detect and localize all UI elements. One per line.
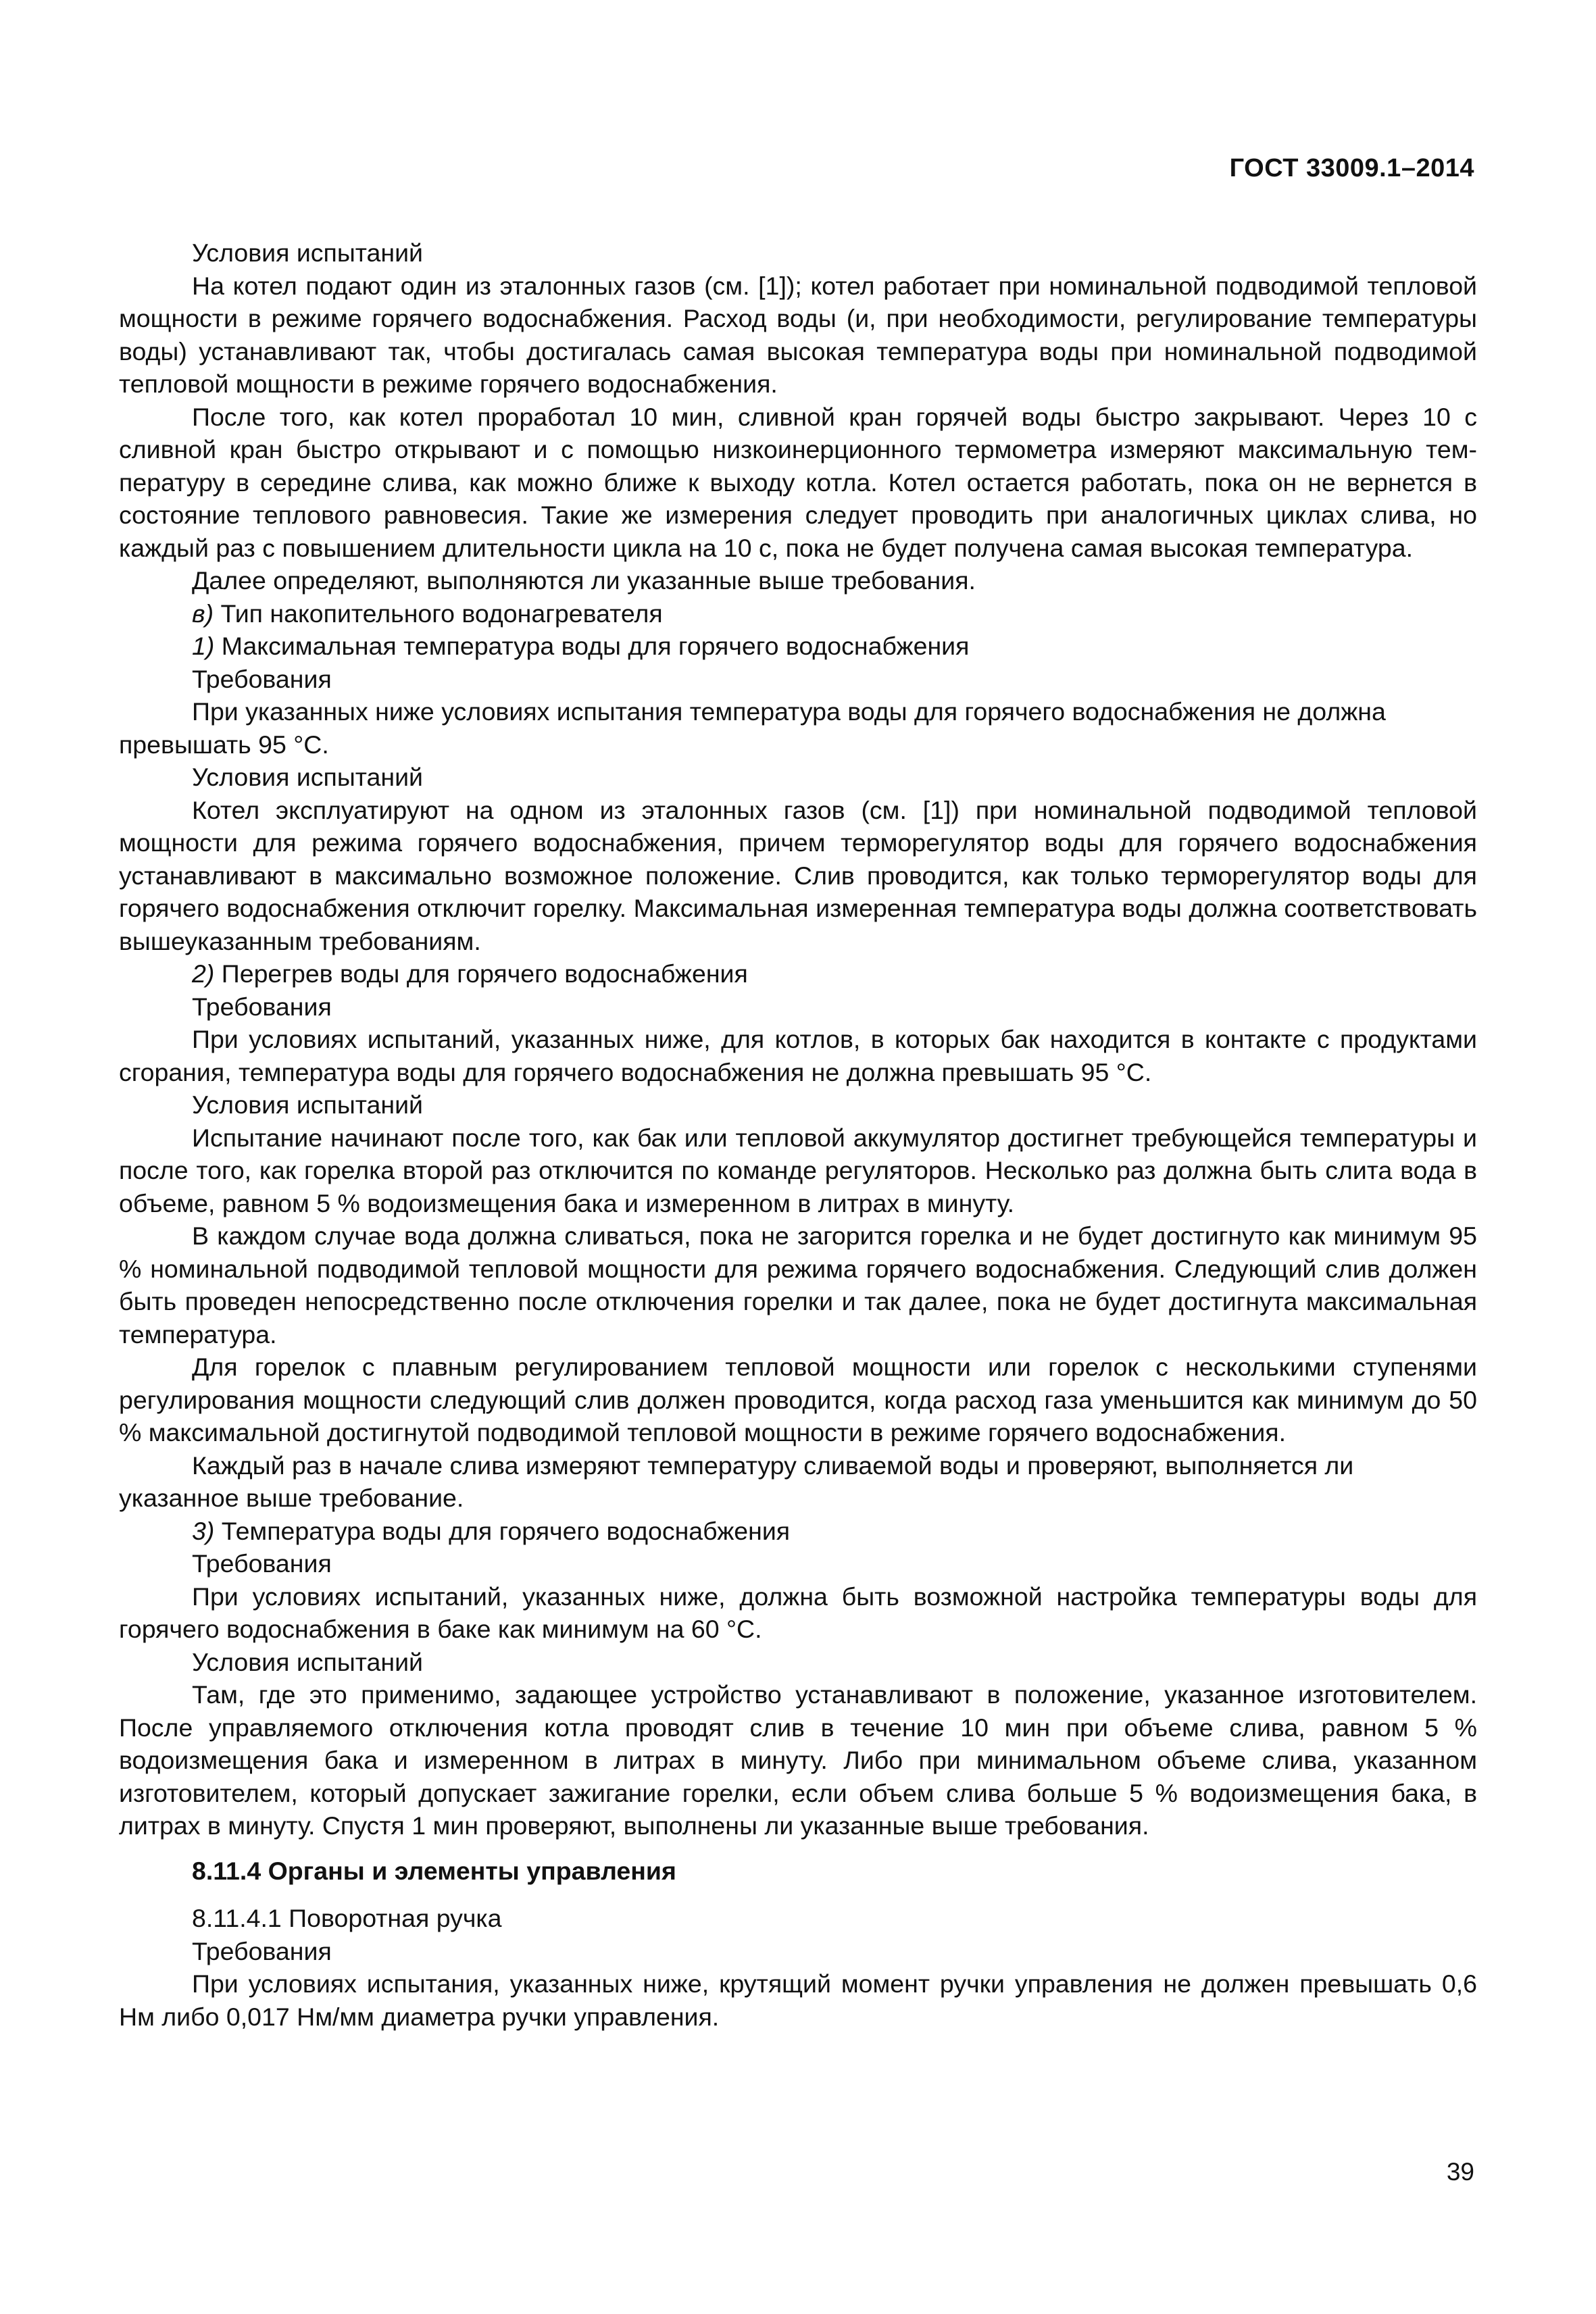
- paragraph-text: Условия испытаний: [192, 1090, 423, 1119]
- paragraph: [119, 1122, 1477, 1220]
- paragraph-group: [119, 1902, 1477, 2033]
- page-number: 39: [1446, 2158, 1474, 2186]
- paragraph: [119, 1023, 1477, 1088]
- paragraph-text: При условиях испытаний, указанных ниже, для котлов, в которых бак находится в контакте с продуктами сгорания, температура воды для горячего водоснабжения не должна превышать 95 °С.: [119, 1025, 1477, 1086]
- paragraph-text: Далее определяют, выполняются ли указанные выше требования.: [192, 566, 976, 595]
- paragraph: [119, 401, 1477, 565]
- paragraph: [119, 1902, 1477, 1935]
- paragraph: [119, 695, 1477, 761]
- paragraph-text: Котел эксплуатируют на одном из эталонных газов (см. [1]) при номинальной подводимой тепловой мощности для режима горячего водоснабжения, причем терморегулятор воды для горячего водоснабжения устанавливают в максимально возможное положение. Слив проводится, как только терморегулятор воды для горячего водоснабжения отключит горелку. Максимальная измеренная температура воды должна соответствовать вышеуказанным требованиям.: [119, 795, 1477, 955]
- paragraph: [119, 1646, 1477, 1679]
- paragraph: [119, 236, 1477, 270]
- paragraph-text: Требования: [192, 1549, 332, 1578]
- paragraph: [119, 597, 1477, 630]
- paragraph-text: На котел подают один из эталонных газов (см. [1]); котел работает при номинальной подводимой тепловой мощности в режиме горячего водоснабжения. Расход воды (и, при необходимости, регулирование температуры воды) устанавливают так, чтобы достигалась самая высокая температура воды при номинальной подводимой тепловой мощности в режиме горячего водоснабжения.: [119, 271, 1477, 398]
- document-header: ГОСТ 33009.1–2014: [1229, 154, 1474, 182]
- paragraph-text: Условия испытаний: [192, 763, 423, 791]
- paragraph: [119, 630, 1477, 663]
- paragraph-text: При указанных ниже условиях испытания температура воды для горячего водоснабжения не должна превышать 95 °С.: [119, 697, 1386, 759]
- list-number: в): [192, 599, 214, 628]
- paragraph: [119, 957, 1477, 990]
- list-number: 1): [192, 632, 215, 660]
- paragraph: [119, 1449, 1477, 1515]
- paragraph: [119, 990, 1477, 1024]
- document-body: [119, 236, 1477, 2033]
- paragraph-text: Условия испытаний: [192, 1647, 423, 1676]
- paragraph: [119, 270, 1477, 401]
- list-number: 2): [192, 959, 215, 988]
- paragraph-text: Там, где это применимо, задающее устройство устанавливают в положение, указанное изготовителем. После управляемого отключения котла проводят слив в течение 10 мин при объеме слива, равном 5 % водоизмещения бака и измеренном в литрах в минуту. Либо при минимальном объеме слива, указанном изготовителем, который допускает зажигание горелки, если объем слива больше 5 % водоизмещения бака, в литрах в минуту. Спустя 1 мин проверяют, выполнены ли указанные выше требования.: [119, 1680, 1477, 1840]
- paragraph-text: После того, как котел проработал 10 мин, сливной кран горячей воды быстро закрывают. Через 10 с сливной кран быстро открывают и с помощью низкоинерционного термометра измеряют максимальную температуру в середине слива, как можно ближе к выходу котла. Котел остается работать, пока он не вернется в состояние теплового равновесия. Такие же измерения следует проводить при аналогичных циклах слива, но каждый раз с повышением длительности цикла на 10 с, пока не будет получена самая высокая температура.: [119, 402, 1477, 562]
- paragraph: [119, 1088, 1477, 1122]
- paragraph-text: Для горелок с плавным регулированием тепловой мощности или горелок с несколькими ступенями регулирования мощности следующий слив должен проводится, когда расход газа уменьшится как минимум до 50 % максимальной достигнутой подводимой тепловой мощности в режиме горячего водоснабжения.: [119, 1353, 1477, 1447]
- paragraph-text: Каждый раз в начале слива измеряют температуру сливаемой воды и проверяют, выполняется ли указанное выше требование.: [119, 1451, 1354, 1512]
- paragraph-text: Температура воды для горячего водоснабжения: [214, 1516, 791, 1545]
- paragraph: [119, 1935, 1477, 1968]
- paragraph-text: Тип накопительного водонагревателя: [214, 599, 663, 628]
- paragraph: [119, 1678, 1477, 1842]
- paragraph: [119, 1547, 1477, 1580]
- paragraph-text: Требования: [192, 664, 332, 693]
- paragraph-text: При условиях испытания, указанных ниже, крутящий момент ручки управления не должен превышать 0,6 Нм либо 0,017 Нм/мм диаметра ручки управления.: [119, 1969, 1477, 2031]
- paragraph-group: [119, 236, 1477, 1842]
- paragraph: [119, 1515, 1477, 1548]
- section-heading: 8.11.4 Органы и элементы управления: [192, 1856, 676, 1885]
- paragraph: [119, 1351, 1477, 1449]
- paragraph: [119, 1219, 1477, 1351]
- paragraph-text: Условия испытаний: [192, 238, 423, 267]
- list-number: 3): [192, 1516, 215, 1545]
- paragraph-text: Требования: [192, 1936, 332, 1965]
- paragraph: [119, 663, 1477, 696]
- paragraph-text: Максимальная температура воды для горячего водоснабжения: [214, 632, 970, 660]
- paragraph-text: Испытание начинают после того, как бак или тепловой аккумулятор достигнет требующейся температуры и после того, как горелка второй раз отключится по команде регуляторов. Несколько раз должна быть слита вода в объеме, равном 5 % водоизмещения бака и измеренном в литрах в минуту.: [119, 1123, 1477, 1217]
- paragraph: [119, 761, 1477, 794]
- paragraph: [119, 1580, 1477, 1646]
- paragraph-text: Перегрев воды для горячего водоснабжения: [214, 959, 748, 988]
- paragraph: [119, 794, 1477, 958]
- paragraph: [119, 1967, 1477, 2033]
- paragraph-text: В каждом случае вода должна сливаться, пока не загорится горелка и не будет достигнуто как минимум 95 % номинальной подводимой тепловой мощности для режима горячего водоснабжения. Следующий слив должен быть проведен непосредственно после отключения горелки и так далее, пока не будет достигнута максимальная температура.: [119, 1222, 1477, 1349]
- paragraph: [119, 564, 1477, 597]
- paragraph-text: При условиях испытаний, указанных ниже, должна быть возможной настройка температуры воды для горячего водоснабжения в баке как минимум на 60 °С.: [119, 1582, 1477, 1643]
- paragraph-text: 8.11.4.1 Поворотная ручка: [192, 1904, 502, 1932]
- paragraph-text: Требования: [192, 992, 332, 1021]
